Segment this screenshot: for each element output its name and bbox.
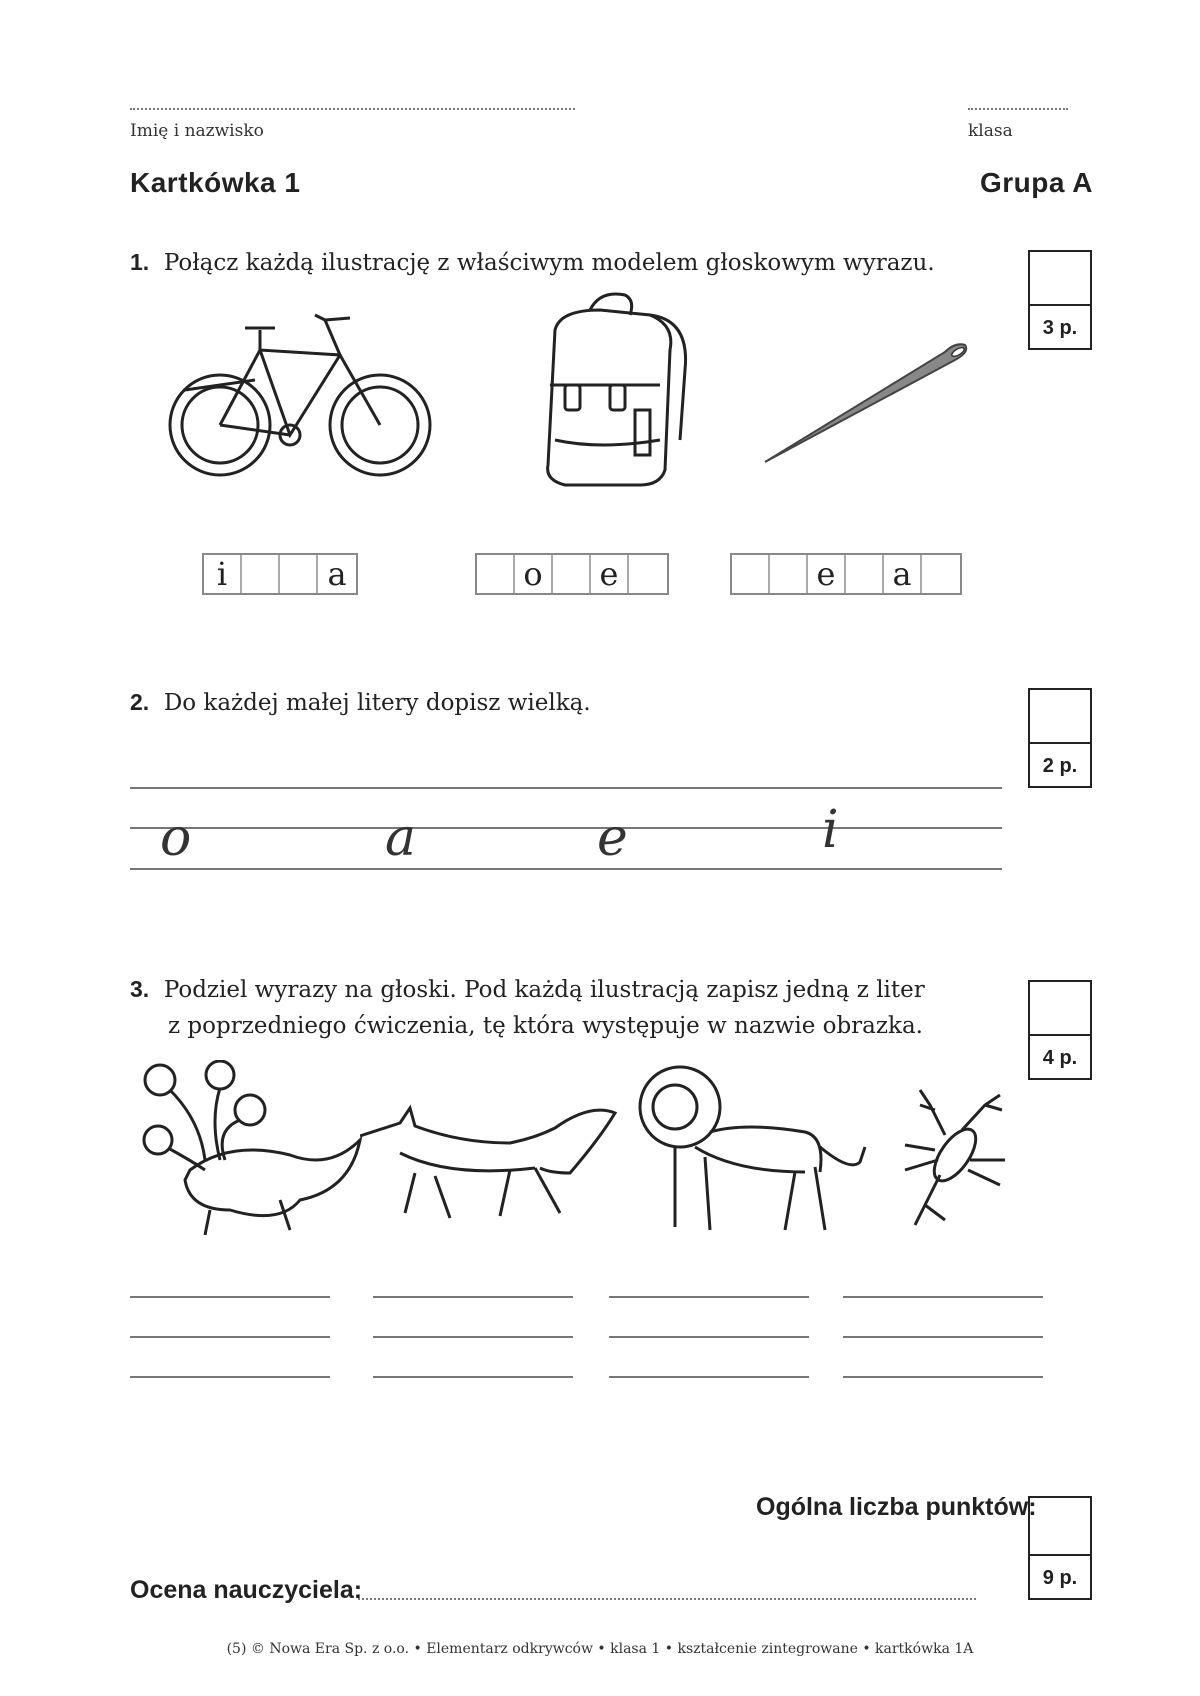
needle-illustration [760,340,980,470]
model-cell [732,555,770,593]
model-cell [846,555,884,593]
model-cell: e [591,555,629,593]
task2-instruction [130,684,950,721]
answer-line[interactable] [609,1376,809,1378]
model-cell: i [204,555,242,593]
model-cell: a [884,555,922,593]
task3-text-line2: z poprzedniego ćwiczenia, tę która występuje w nazwie obrazka. [168,1013,923,1039]
task1-score-field[interactable] [1030,252,1090,306]
writing-line-top[interactable] [130,787,1002,789]
writing-line-mid[interactable] [130,827,1002,829]
total-points: 9 p. [1042,1567,1078,1589]
fox-illustration [360,1098,620,1228]
task2-points: 2 p. [1042,755,1078,777]
model-cell [477,555,515,593]
writing-line-bottom[interactable] [130,868,1002,870]
task1-score-box [1028,250,1092,350]
task1-points: 3 p. [1042,317,1078,339]
cursive-letter-e: e [597,808,628,868]
task3-score-box [1028,980,1092,1080]
sound-model-3[interactable] [730,553,962,595]
backpack-illustration [540,290,700,495]
total-score-field[interactable] [1030,1498,1090,1556]
total-score-box [1028,1496,1092,1600]
answer-line[interactable] [130,1336,330,1338]
teacher-grade-line[interactable] [358,1598,976,1600]
task3-score-field[interactable] [1030,982,1090,1036]
task2-score-field[interactable] [1030,690,1090,744]
crayfish-illustration [890,1075,1030,1230]
task3-points: 4 p. [1042,1047,1078,1069]
bicycle-illustration [165,310,435,490]
cursive-letter-i: i [822,800,839,860]
task2-text: Do każdej małej litery dopisz wielką. [163,690,591,716]
name-line[interactable] [130,108,575,110]
answer-line[interactable] [609,1336,809,1338]
task1-text: Połącz każdą ilustrację z właściwym modelem głoskowym wyrazu. [163,250,935,276]
sound-model-1[interactable] [202,553,358,595]
class-label: klasa [968,121,1013,141]
model-cell [280,555,318,593]
task1-number: 1. [130,249,150,275]
lion-illustration [635,1062,870,1237]
task1-instruction [130,244,980,281]
model-cell [922,555,960,593]
answer-line[interactable] [373,1376,573,1378]
name-label: Imię i nazwisko [130,121,264,141]
answer-line[interactable] [130,1296,330,1298]
answer-line[interactable] [130,1376,330,1378]
hydra-illustration [130,1060,370,1245]
answer-line[interactable] [843,1376,1043,1378]
task3-instruction [130,971,970,1044]
answer-line[interactable] [843,1336,1043,1338]
answer-line[interactable] [373,1336,573,1338]
model-cell [242,555,280,593]
task3-number: 3. [130,976,150,1002]
footer-text: (5) © Nowa Era Sp. z o.o. • Elementarz odkrywców • klasa 1 • kształcenie zintegrowane • kartkówka 1A [226,1641,974,1657]
task2-score-box [1028,688,1092,788]
group-label: Grupa A [980,167,1093,198]
model-cell: o [515,555,553,593]
task2-number: 2. [130,689,150,715]
model-cell: e [808,555,846,593]
model-cell [770,555,808,593]
cursive-letter-o: o [160,808,192,868]
class-line[interactable] [968,108,1068,110]
cursive-letter-a: a [385,808,417,868]
model-cell [553,555,591,593]
answer-line[interactable] [373,1296,573,1298]
task3-text-line1: Podziel wyrazy na głoski. Pod każdą ilustracją zapisz jedną z liter [163,977,925,1003]
answer-line[interactable] [843,1296,1043,1298]
sound-model-2[interactable] [475,553,669,595]
model-cell: a [327,555,347,593]
page-title: Kartkówka 1 [130,167,301,198]
model-cell [629,555,667,593]
total-points-label: Ogólna liczba punktów: [756,1493,1037,1521]
teacher-grade-label: Ocena nauczyciela: [130,1576,363,1604]
answer-line[interactable] [609,1296,809,1298]
